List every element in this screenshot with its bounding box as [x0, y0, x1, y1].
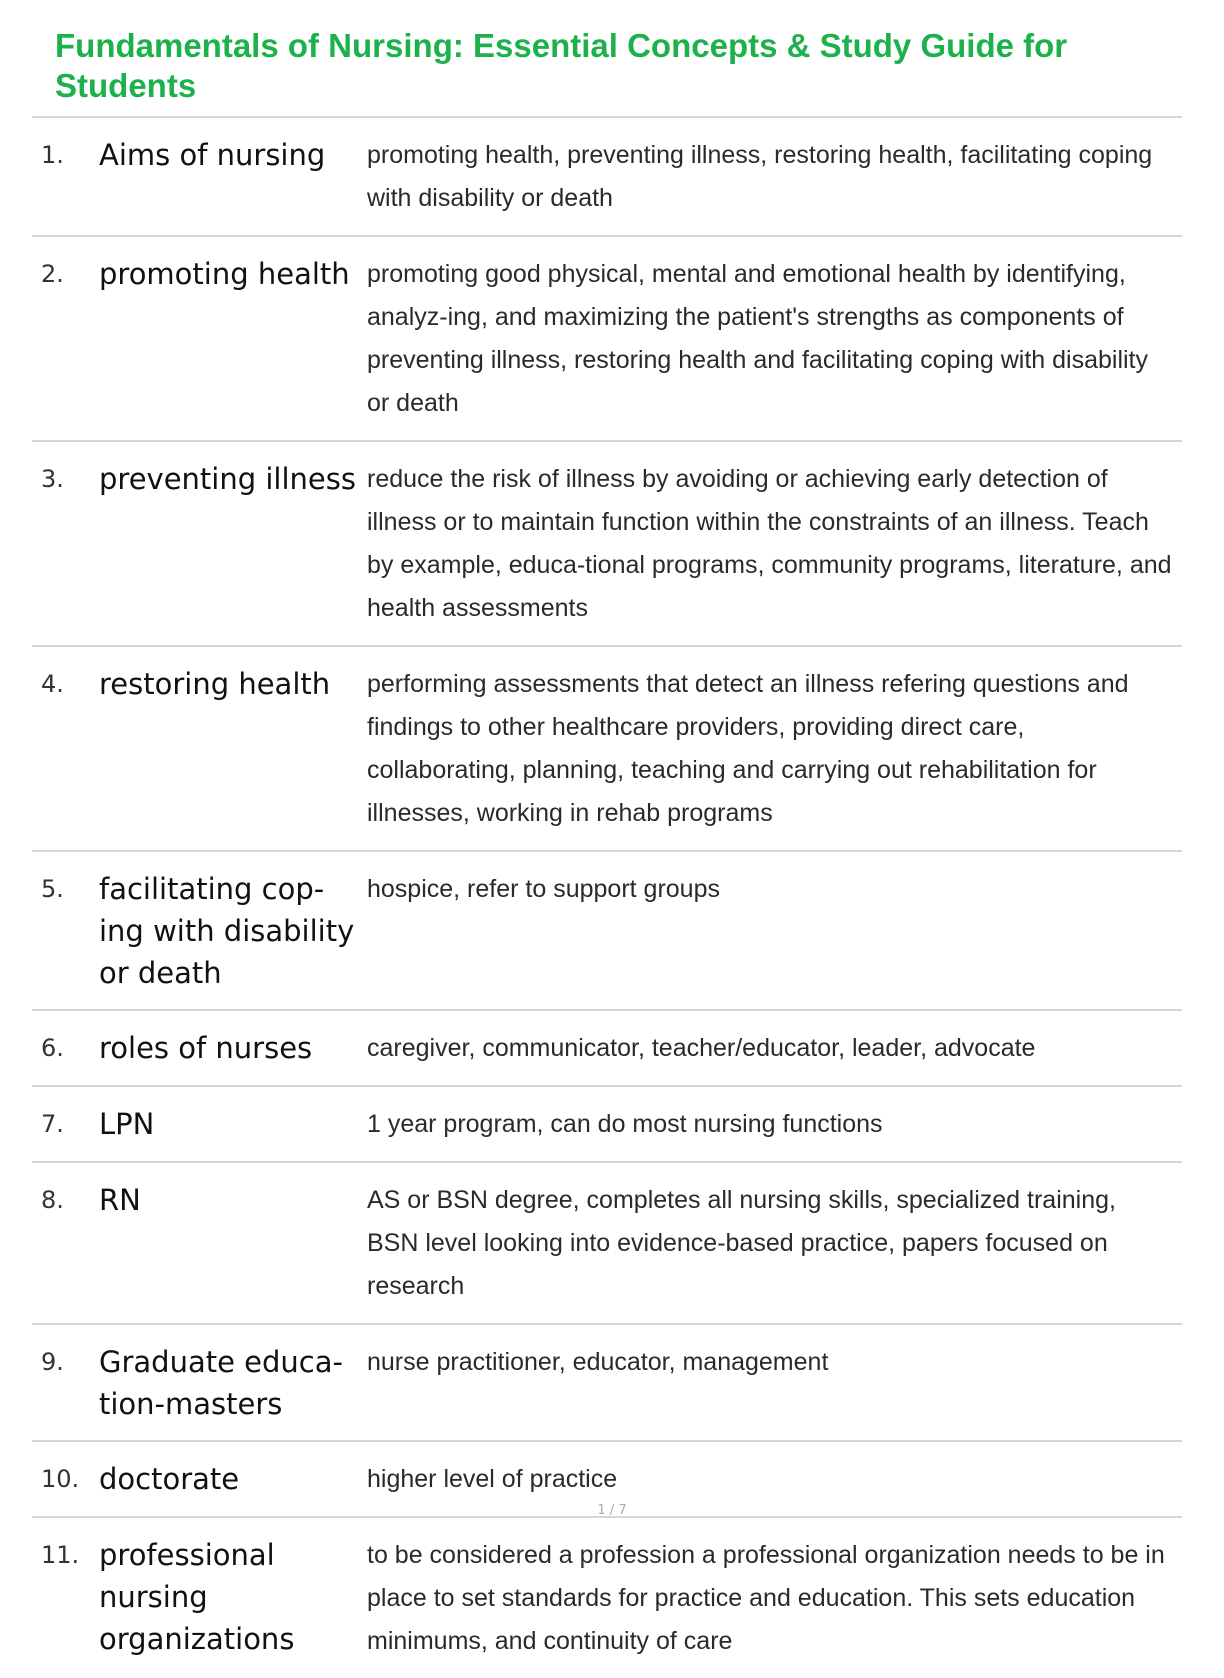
term-definition: promoting health, preventing illness, restoring health, facilitating coping with disability or death — [367, 141, 1153, 212]
term-name: promoting health — [99, 257, 350, 291]
term-number: 11. — [41, 1541, 80, 1569]
term-row — [32, 1518, 1182, 1678]
term-definition: hospice, refer to support groups — [367, 875, 720, 903]
term-row — [32, 442, 1182, 647]
term-definition: performing assessments that detect an illness refering questions and findings to other healthcare providers, providing direct care, collaborating, planning, teaching and carrying out rehabilitation for illnesses, working in rehab programs — [367, 670, 1129, 827]
term-number: 5. — [41, 875, 64, 903]
term-name: Aims of nursing — [99, 138, 326, 172]
term-row — [32, 1325, 1182, 1442]
term-number: 2. — [41, 260, 64, 288]
term-definition: nurse practitioner, educator, management — [367, 1348, 829, 1376]
term-name: LPN — [99, 1107, 155, 1141]
term-name: doctorate — [99, 1462, 240, 1496]
term-name: RN — [99, 1183, 141, 1217]
term-name: Graduate educa-tion-masters — [99, 1345, 343, 1421]
term-definition: caregiver, communicator, teacher/educator, leader, advocate — [367, 1034, 1036, 1062]
term-definition: AS or BSN degree, completes all nursing skills, specialized training, BSN level looking into evidence-based practice, papers focused on research — [367, 1186, 1116, 1300]
term-row — [32, 647, 1182, 852]
term-number: 6. — [41, 1034, 64, 1062]
term-name: facilitating cop-ing with disability or death — [99, 872, 355, 990]
term-definition: reduce the risk of illness by avoiding or achieving early detection of illness or to maintain function within the constraints of an illness. Teach by example, educa-tional programs, community programs, literature, and health assessments — [367, 465, 1172, 622]
term-row — [32, 1087, 1182, 1163]
term-number: 9. — [41, 1348, 64, 1376]
term-definition: promoting good physical, mental and emotional health by identifying, analyz-ing, and maximizing the patient's strengths as components of preventing illness, restoring health and facilitating coping with disability or death — [367, 260, 1148, 417]
term-row — [32, 1163, 1182, 1325]
term-number: 1. — [41, 141, 64, 169]
term-definition: to be considered a profession a professional organization needs to be in place to set standards for practice and education. This sets education minimums, and continuity of care — [367, 1541, 1165, 1655]
document-title: Fundamentals of Nursing: Essential Concepts & Study Guide for Students — [55, 27, 1068, 104]
term-name: restoring health — [99, 667, 331, 701]
term-number: 3. — [41, 465, 64, 493]
term-number: 8. — [41, 1186, 64, 1214]
term-list — [32, 116, 1182, 1678]
term-row — [32, 852, 1182, 1011]
term-row — [32, 1011, 1182, 1087]
term-number: 10. — [41, 1465, 80, 1493]
term-row — [32, 118, 1182, 237]
term-name: roles of nurses — [99, 1031, 313, 1065]
term-definition: higher level of practice — [367, 1465, 618, 1493]
term-name: professional nursing organizations — [99, 1538, 295, 1656]
term-number: 7. — [41, 1110, 64, 1138]
term-definition: 1 year program, can do most nursing functions — [367, 1110, 883, 1138]
page-number: 1 / 7 — [597, 1503, 627, 1518]
term-row — [32, 237, 1182, 442]
term-name: preventing illness — [99, 462, 356, 496]
term-number: 4. — [41, 670, 64, 698]
